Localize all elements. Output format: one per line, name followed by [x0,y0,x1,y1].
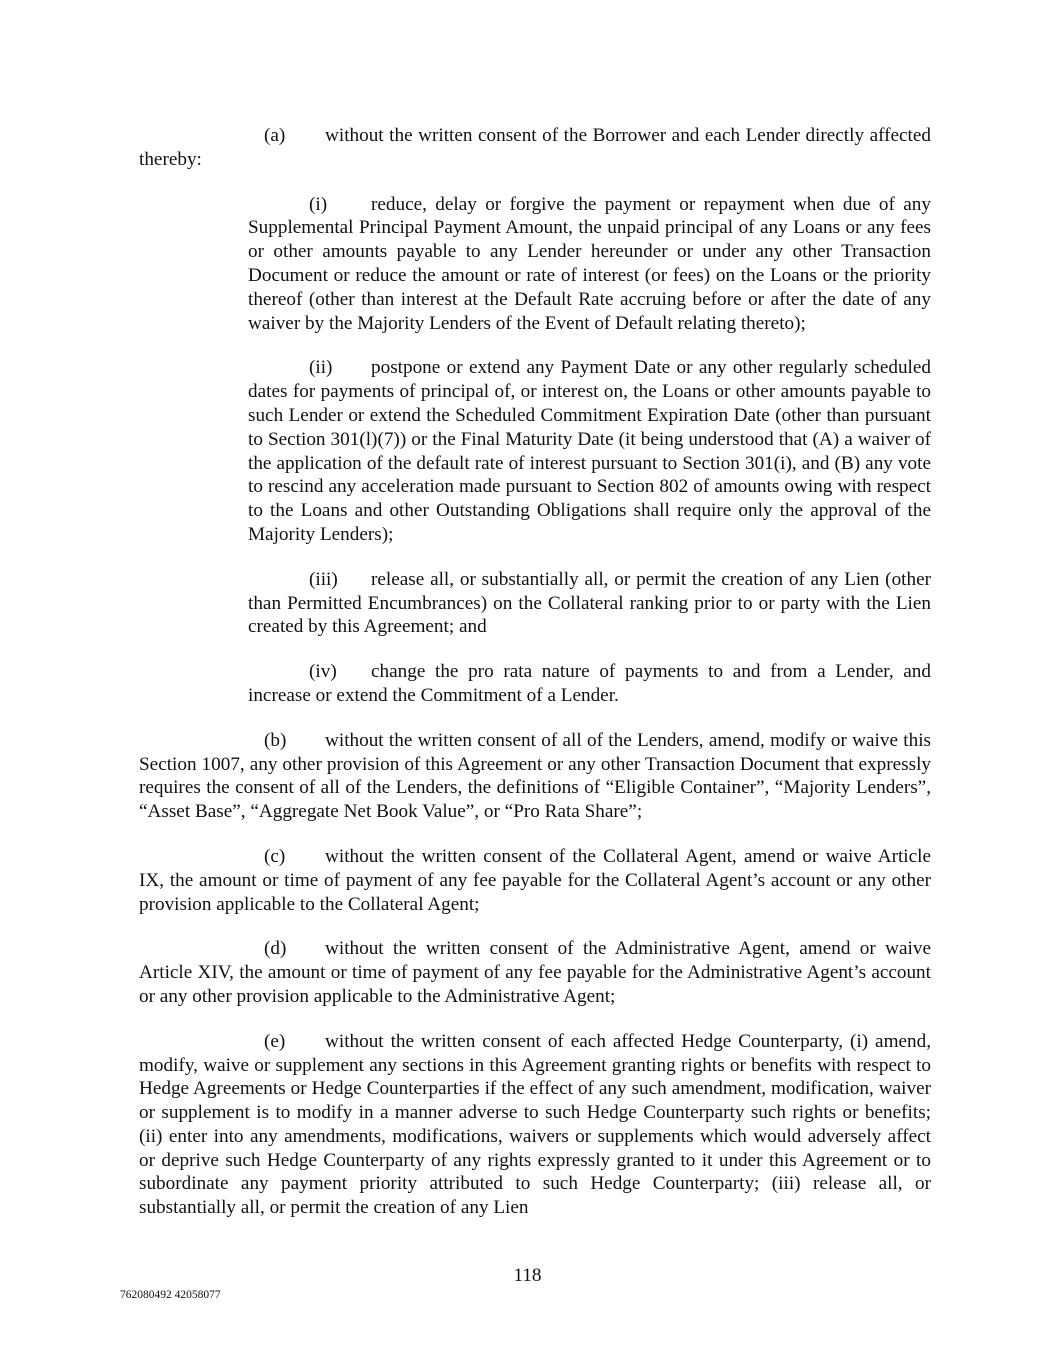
clause-label: (e) [264,1030,286,1052]
clause-label: (ii) [309,357,333,379]
clause-label: (d) [264,938,287,960]
clause-c [139,845,931,916]
clause-text: postpone or extend any Payment Date or any other regularly scheduled dates for payments of principal of, or interest on, the Loans or other amounts payable to such Lender or extend the Scheduled Commitment Expiration Date (other than pursuant to Section 301(l)(7)) or the Final Maturity Date (it being understood that (A) a waiver of the application of the default rate of interest pursuant to Section 301(i), and (B) any vote to rescind any acceleration made pursuant to Section 802 of amounts owing with respect to the Loans and other Outstanding Obligations shall require only the approval of the Majority Lenders); [248,357,931,545]
clause-b [139,729,931,824]
document-id: 762080492 42058077 [120,1289,221,1301]
clause-label: (iii) [309,568,338,590]
clause-a-iv [248,660,931,708]
clause-label: (iv) [309,661,337,683]
clause-text: reduce, delay or forgive the payment or repayment when due of any Supplemental Principal Payment Amount, the unpaid principal of any Loans or any fees or other amounts payable to any Lender hereunder or under any other Transaction Document or reduce the amount or rate of interest (or fees) on the Loans or the priority thereof (other than interest at the Default Rate accruing before or after the date of any waiver by the Majority Lenders of the Event of Default relating thereto); [248,193,931,334]
clause-text: without the written consent of the Administrative Agent, amend or waive Article XIV, the amount or time of payment of any fee payable for the Administrative Agent’s account or any other provision applicable to the Administrative Agent; [139,938,931,1007]
clause-text: without the written consent of the Collateral Agent, amend or waive Article IX, the amount or time of payment of any fee payable for the Collateral Agent’s account or any other provision applicable to the Collateral Agent; [139,845,931,915]
clause-text: without the written consent of each affected Hedge Counterparty, (i) amend, modify, waive or supplement any sections in this Agreement granting rights or benefits with respect to Hedge Agreements or Hedge Counterparties if the effect of any such amendment, modification, waiver or supplement is to modify in a manner adverse to such Hedge Counterparty such rights or benefits; (ii) enter into any amendments, modifications, waivers or supplements which would adversely affect or deprive such Hedge Counterparty of any rights expressly granted to it under this Agreement or to subordinate any payment priority attributed to such Hedge Counterparty; (iii) release all, or substantially all, or permit the creation of any Lien [139,1030,931,1219]
clause-text: release all, or substantially all, or permit the creation of any Lien (other than Permitted Encumbrances) on the Collateral ranking prior to or party with the Lien created by this Agreement; and [248,568,931,638]
clause-text: without the written consent of all of the Lenders, amend, modify or waive this Section 1007, any other provision of this Agreement or any other Transaction Document that expressly requires the consent of all of the Lenders, the definitions of “Eligible Container”, “Majority Lenders”, “Asset Base”, “Aggregate Net Book Value”, or “Pro Rata Share”; [139,729,931,823]
clause-e [139,1030,931,1220]
clause-label: (c) [264,845,286,867]
clause-label: (b) [264,729,287,751]
clause-a-i [248,193,931,336]
clause-text: without the written consent of the Borrower and each Lender directly affected thereby: [139,125,931,170]
page-number: 118 [513,1265,542,1286]
clause-label: (a) [264,125,286,146]
document-body [139,124,931,1241]
clause-a-ii [248,356,931,546]
clause-d [139,937,931,1008]
clause-a-iii [248,568,931,639]
clause-text: change the pro rata nature of payments to and from a Lender, and increase or extend the Commitment of a Lender. [248,661,931,706]
clause-a [139,124,931,172]
clause-label: (i) [309,193,328,215]
